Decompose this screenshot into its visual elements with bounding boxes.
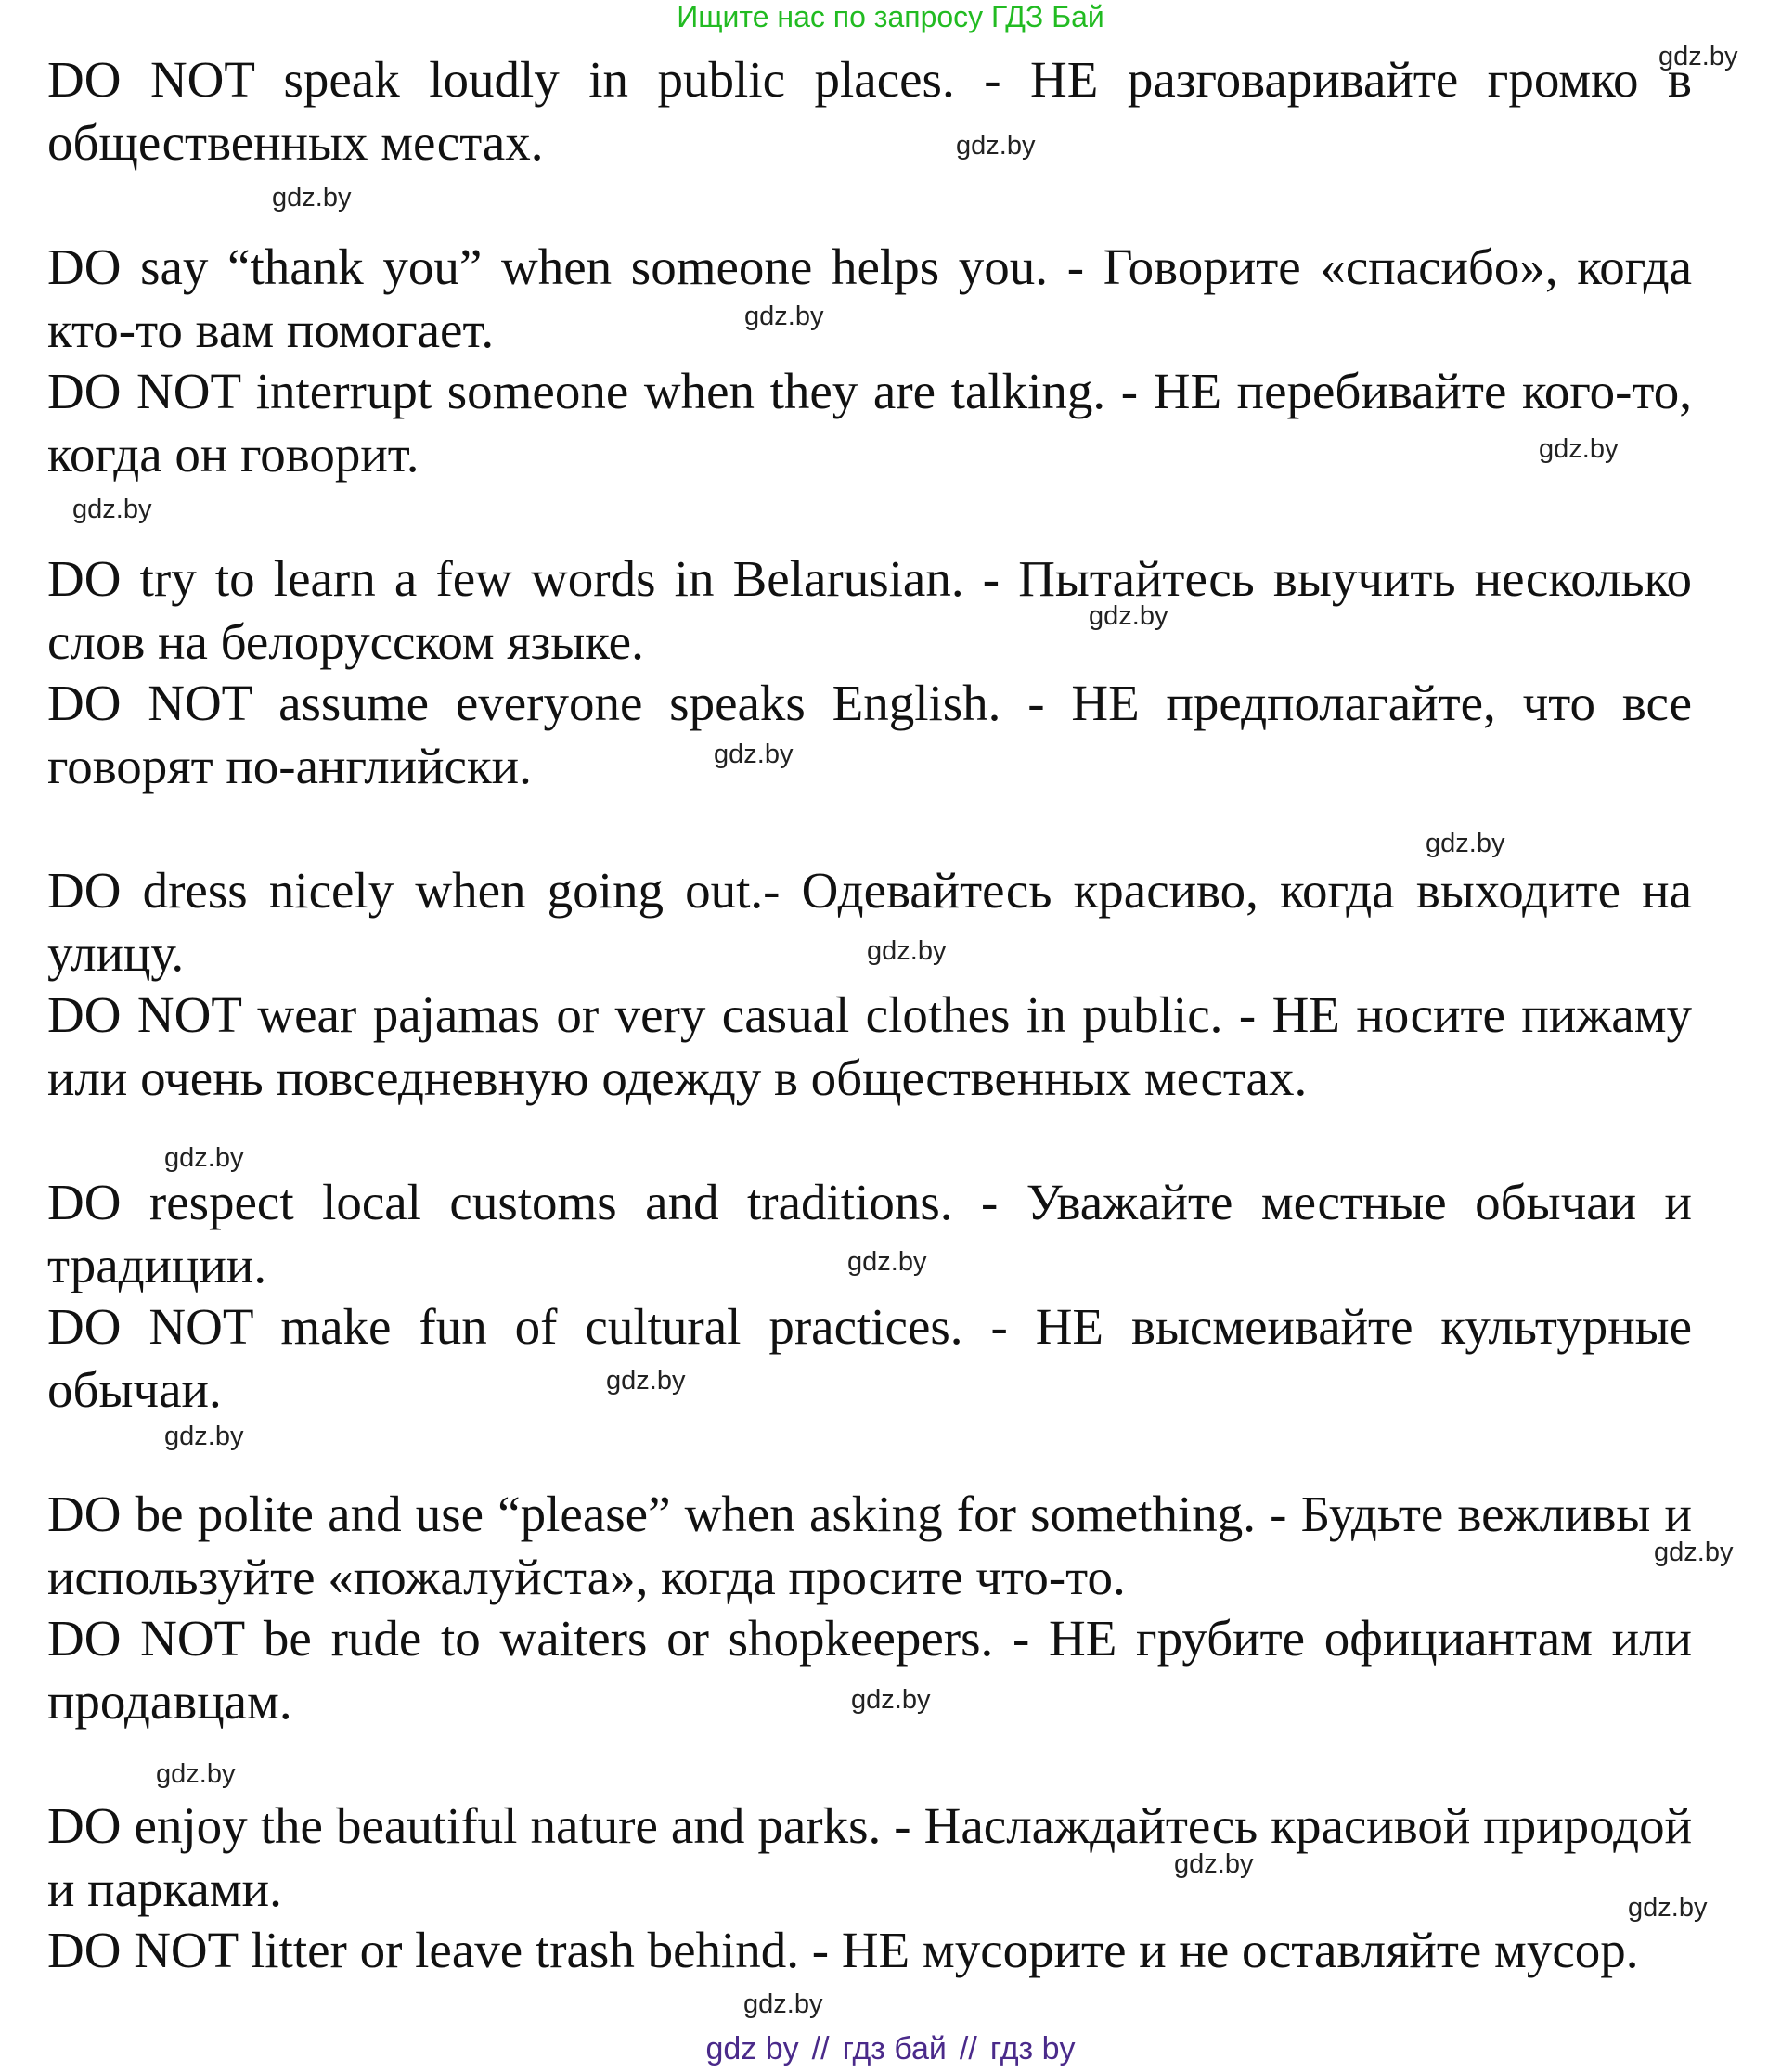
footer-link-gdz-by[interactable]: gdz by: [705, 2031, 799, 2066]
rule-paragraph-11: DO NOT be rude to waiters or shopkeepers. - НЕ грубите официантам или продавцам.: [47, 1610, 1692, 1730]
rule-paragraph-2: DO say “thank you” when someone helps you. - Говорите «спасибо», когда кто-то вам помогает.: [47, 238, 1692, 358]
watermark: gdz.by: [606, 1366, 686, 1396]
watermark: gdz.by: [1654, 1538, 1734, 1567]
watermark: gdz.by: [156, 1759, 236, 1789]
top-banner: Ищите нас по запросу ГДЗ Бай: [677, 0, 1104, 33]
rule-paragraph-7: DO NOT wear pajamas or very casual clothes in public. - НЕ носите пижаму или очень повседневную одежду в общественных местах.: [47, 986, 1692, 1106]
footer-links: [0, 2030, 1781, 2067]
watermark: gdz.by: [1628, 1893, 1708, 1923]
rule-paragraph-3: DO NOT interrupt someone when they are talking. - НЕ перебивайте кого-то, когда он говорит.: [47, 363, 1692, 483]
watermark: gdz.by: [1089, 601, 1168, 631]
watermark: gdz.by: [272, 183, 352, 212]
watermark: gdz.by: [744, 302, 824, 331]
watermark: gdz.by: [867, 936, 947, 966]
watermark: gdz.by: [1658, 42, 1738, 71]
rule-paragraph-13: DO NOT litter or leave trash behind. - НЕ мусорите и не оставляйте мусор.: [47, 1922, 1639, 1978]
watermark: gdz.by: [72, 495, 152, 524]
watermark: gdz.by: [1174, 1849, 1254, 1879]
rule-paragraph-1: DO NOT speak loudly in public places. - НЕ разговаривайте громко в общественных местах.: [47, 51, 1692, 171]
rule-paragraph-5: DO NOT assume everyone speaks English. - НЕ предполагайте, что все говорят по-английски.: [47, 675, 1692, 794]
rule-paragraph-12: DO enjoy the beautiful nature and parks. - Наслаждайтесь красивой природой и парками.: [47, 1797, 1692, 1917]
watermark: gdz.by: [1539, 434, 1619, 464]
footer-link-gdz-bai[interactable]: гдз бай: [842, 2031, 947, 2066]
footer-link-gdz-by-cyrillic[interactable]: гдз by: [989, 2031, 1076, 2066]
watermark: gdz.by: [956, 131, 1036, 161]
footer-separator: //: [811, 2031, 830, 2066]
watermark: gdz.by: [164, 1143, 244, 1173]
watermark: gdz.by: [1426, 829, 1505, 858]
footer-separator: //: [959, 2031, 977, 2066]
rule-paragraph-9: DO NOT make fun of cultural practices. - НЕ высмеивайте культурные обычаи.: [47, 1298, 1692, 1418]
watermark: gdz.by: [714, 740, 794, 769]
watermark: gdz.by: [851, 1685, 931, 1715]
rule-paragraph-4: DO try to learn a few words in Belarusian. - Пытайтесь выучить несколько слов на белорусском языке.: [47, 550, 1692, 670]
watermark: gdz.by: [847, 1247, 927, 1277]
rule-paragraph-10: DO be polite and use “please” when asking for something. - Будьте вежливы и используйте «пожалуйста», когда просите что-то.: [47, 1486, 1692, 1605]
rule-paragraph-6: DO dress nicely when going out.- Одевайтесь красиво, когда выходите на улицу.: [47, 862, 1692, 982]
rule-paragraph-8: DO respect local customs and traditions. - Уважайте местные обычаи и традиции.: [47, 1174, 1692, 1293]
watermark: gdz.by: [743, 1989, 823, 2019]
watermark: gdz.by: [164, 1422, 244, 1451]
